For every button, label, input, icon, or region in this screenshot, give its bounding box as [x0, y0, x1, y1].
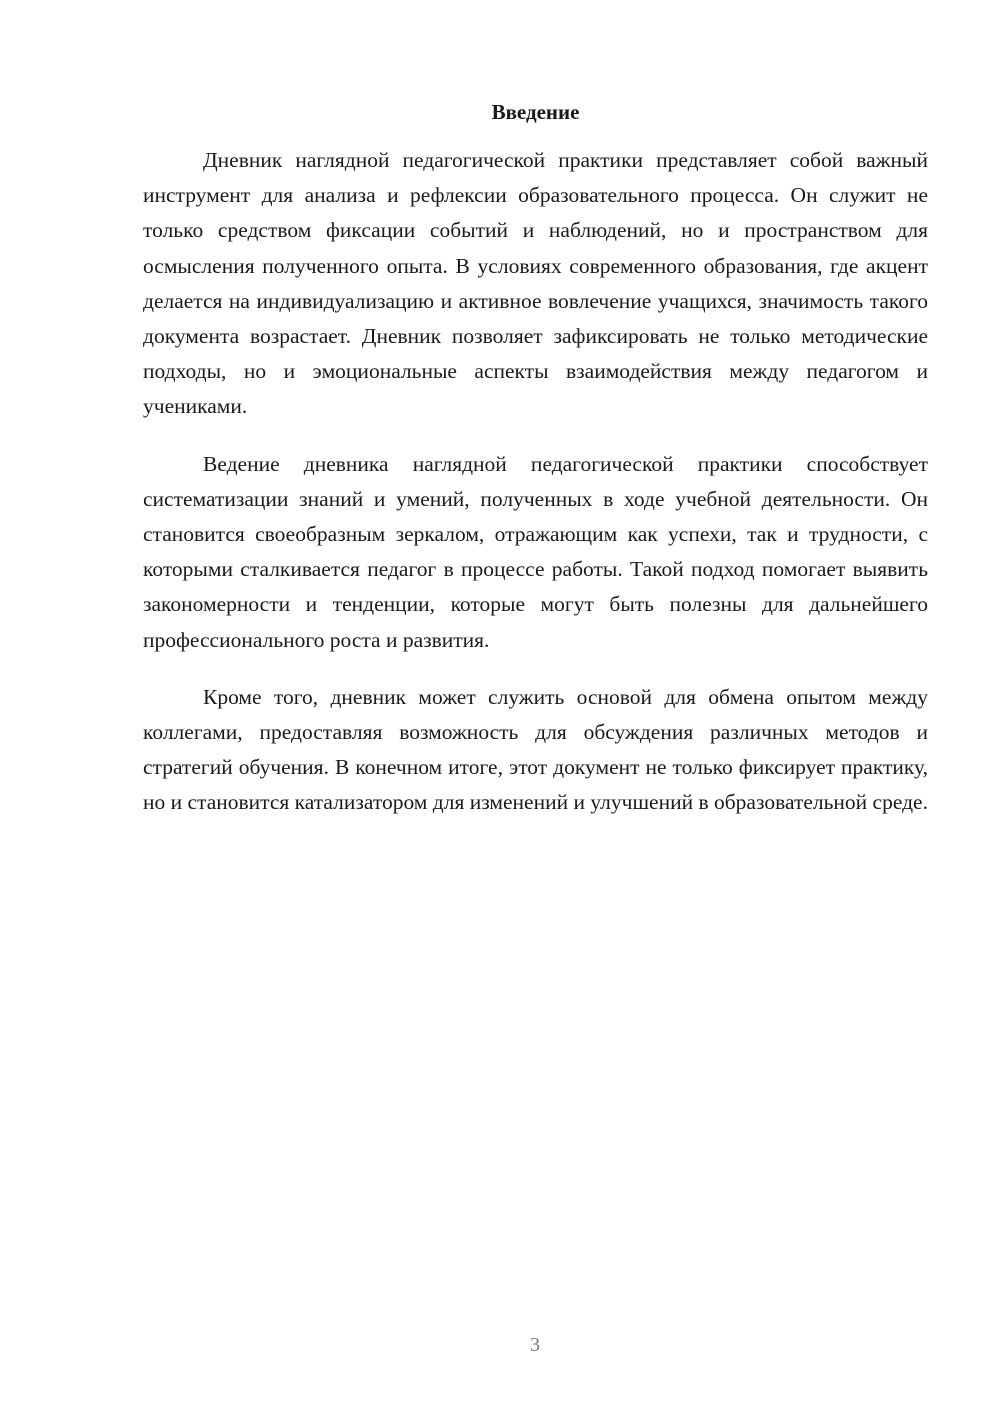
page-title: Введение: [491, 100, 580, 124]
paragraph-1: Дневник наглядной педагогической практики представляет собой важный инструмент для анализа и рефлексии образовательного процесса. Он служит не только средством фиксации событий и наблюдений, но и пространством для осмысления полученного опыта. В условиях современного образования, где акцент делается на индивидуализацию и активное вовлечение учащихся, значимость такого документа возрастает. Дневник позволяет зафиксировать не только методические подходы, но и эмоциональные аспекты взаимодействия между педагогом и учениками.: [143, 148, 928, 419]
body-text: [143, 143, 928, 843]
paragraph-2: Ведение дневника наглядной педагогической практики способствует систематизации знаний и умений, полученных в ходе учебной деятельности. Он становится своеобразным зеркалом, отражающим как успехи, так и трудности, с которыми сталкивается педагог в процессе работы. Такой подход помогает выявить закономерности и тенденции, которые могут быть полезны для дальнейшего профессионального роста и развития.: [143, 451, 928, 652]
page-number: 3: [530, 1334, 540, 1356]
paragraph-3: Кроме того, дневник может служить основой для обмена опытом между коллегами, предоставляя возможность для обсуждения различных методов и стратегий обучения. В конечном итоге, этот документ не только фиксирует практику, но и становится катализатором для изменений и улучшений в образовательной среде.: [143, 684, 928, 815]
